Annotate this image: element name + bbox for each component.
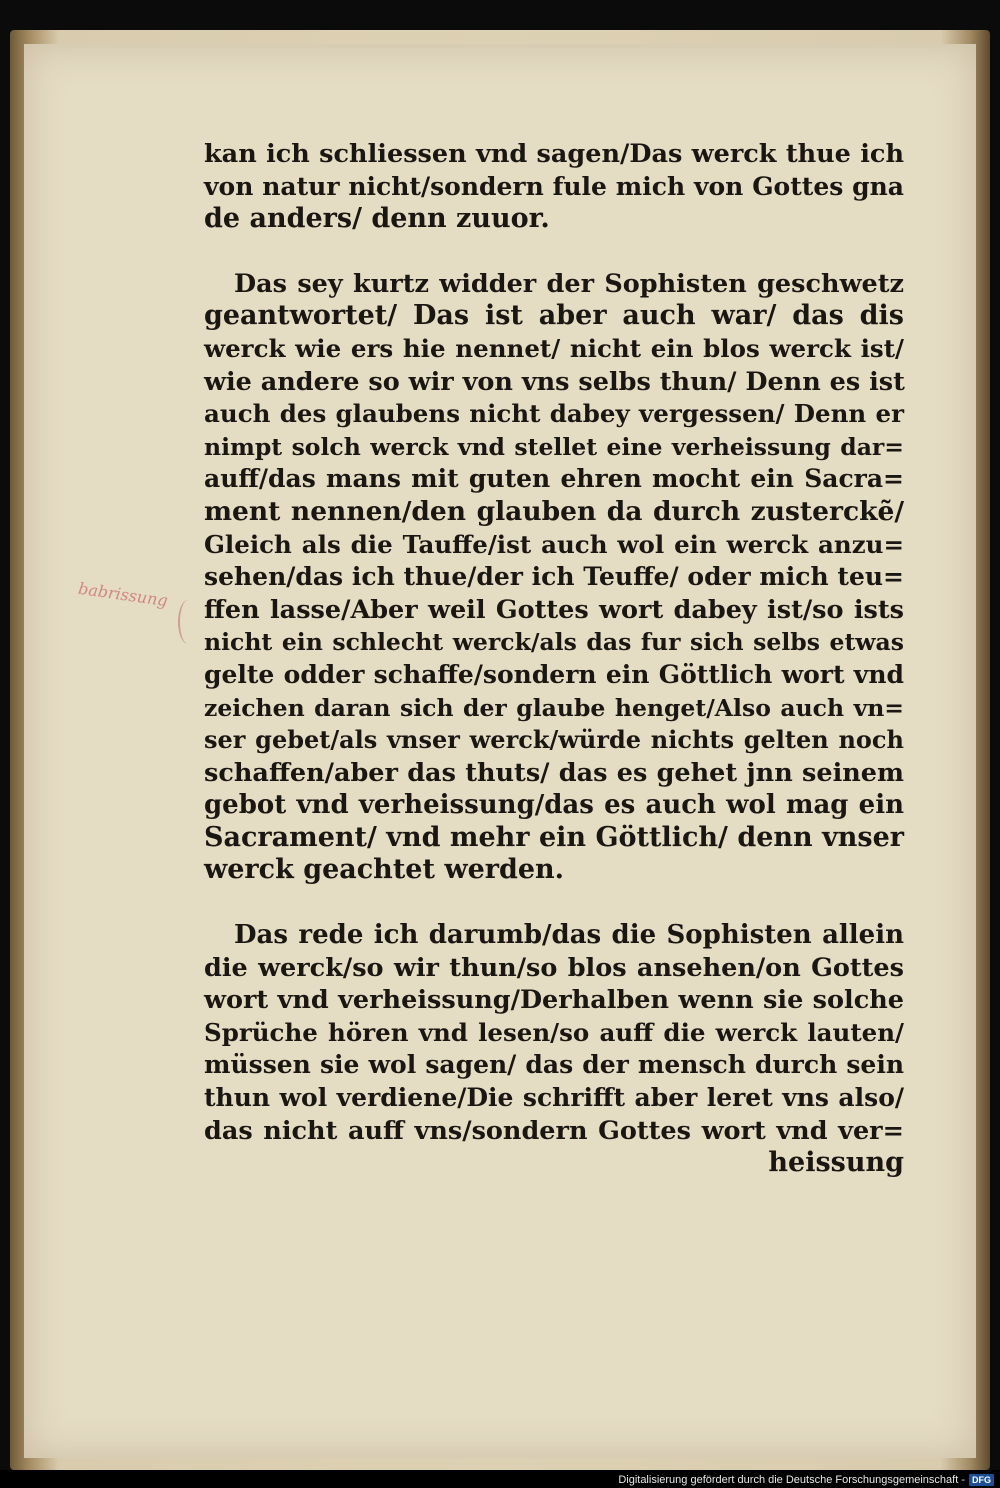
dfg-logo: DFG	[969, 1474, 994, 1486]
text-line: gebot vnd verheissung/das es auch wol mag ein	[204, 790, 904, 821]
margin-bracket	[178, 600, 198, 644]
text-line: nimpt solch werck vnd stellet eine verheissung dar=	[204, 432, 904, 461]
text-line: sehen/das ich thue/der ich Teuffe/ oder mich teu=	[204, 562, 904, 592]
text-line: ser gebet/als vnser werck/würde nichts gelten noch	[204, 725, 904, 755]
paragraph	[204, 268, 904, 887]
text-line: ment nennen/den glauben da durch zusterckẽ/	[204, 495, 904, 527]
paragraph	[204, 919, 904, 1180]
text-line: werck geachtet werden.	[204, 854, 565, 886]
footer-text: Digitalisierung gefördert durch die Deutsche Forschungsgemeinschaft -	[618, 1474, 965, 1486]
text-line: thun wol verdiene/Die schrifft aber leret vns also/	[204, 1083, 904, 1113]
text-line: gelte odder schaffe/sondern ein Göttlich wort vnd	[204, 659, 904, 689]
text-line: Sprüche hören vnd lesen/so auff die werck lauten/	[204, 1017, 904, 1047]
page-text	[204, 138, 904, 1212]
text-line: kan ich schliessen vnd sagen/Das werck thue ich	[204, 139, 904, 169]
text-line: geantwortet/ Das ist aber auch war/ das dis	[204, 300, 904, 332]
text-line: das nicht auff vns/sondern Gottes wort vnd ver=	[204, 1115, 904, 1146]
text-line: müssen sie wol sagen/ das der mensch durch sein	[204, 1050, 904, 1080]
text-line: auff/das mans mit guten ehren mocht ein Sacra=	[204, 464, 904, 494]
catchword: heissung	[768, 1147, 904, 1179]
text-line: die werck/so wir thun/so blos ansehen/on Gottes	[204, 952, 904, 983]
text-line: Gleich als die Tauffe/ist auch wol ein werck anzu=	[204, 529, 904, 559]
text-line: Das sey kurtz widder der Sophisten geschwetz	[234, 268, 904, 299]
text-line: nicht ein schlecht werck/als das fur sich selbs etwas	[204, 628, 904, 657]
text-line: zeichen daran sich der glaube henget/Also auch vn=	[204, 693, 904, 722]
text-line: de anders/ denn zuuor.	[204, 203, 550, 235]
text-line: Sacrament/ vnd mehr ein Göttlich/ denn vnser	[204, 821, 904, 853]
text-line: wie andere so wir von vns selbs thun/ Denn es ist	[204, 366, 905, 397]
text-line: schaffen/aber das thuts/ das es gehet jnn seinem	[204, 757, 904, 788]
margin-note: babrissung	[77, 578, 169, 611]
text-line: auch des glaubens nicht dabey vergessen/ Denn er	[204, 399, 904, 429]
text-line: von natur nicht/sondern fule mich von Gottes gna	[204, 171, 904, 201]
paragraph	[204, 138, 904, 236]
digitization-footer	[618, 1473, 994, 1487]
text-line: Das rede ich darumb/das die Sophisten allein	[234, 920, 904, 951]
text-line: ffen lasse/Aber weil Gottes wort dabey ist/so ists	[204, 594, 904, 625]
text-line: wort vnd verheissung/Derhalben wenn sie solche	[204, 985, 904, 1016]
text-line: werck wie ers hie nennet/ nicht ein blos werck ist/	[204, 333, 904, 363]
